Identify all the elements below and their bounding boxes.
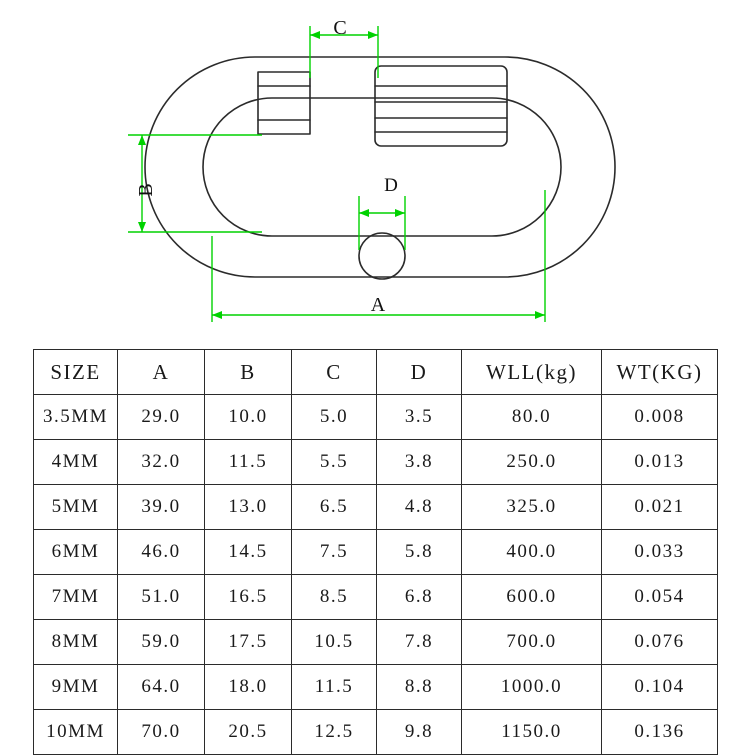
table-cell: 11.5 [292, 665, 377, 710]
dimension-label-b: B [135, 183, 157, 197]
table-cell: 10.0 [205, 395, 292, 440]
table-cell: 12.5 [292, 710, 377, 755]
table-cell: 10MM [34, 710, 118, 755]
table-header-cell: WT(KG) [602, 350, 718, 395]
table-cell: 29.0 [118, 395, 205, 440]
c-arrow-left [310, 31, 320, 39]
table-cell: 16.5 [205, 575, 292, 620]
table-cell: 6.8 [377, 575, 462, 620]
table-cell: 59.0 [118, 620, 205, 665]
table-header-cell: WLL(kg) [462, 350, 602, 395]
table-cell: 70.0 [118, 710, 205, 755]
table-cell: 3.5 [377, 395, 462, 440]
table-cell: 1000.0 [462, 665, 602, 710]
table-cell: 6.5 [292, 485, 377, 530]
d-arrow-right [395, 209, 405, 217]
table-cell: 7.5 [292, 530, 377, 575]
table-cell: 20.5 [205, 710, 292, 755]
table-cell: 600.0 [462, 575, 602, 620]
b-arrow-bottom [138, 222, 146, 232]
table-cell: 0.013 [602, 440, 718, 485]
table-row [34, 530, 718, 575]
table-cell: 14.5 [205, 530, 292, 575]
dimension-label-a: A [370, 294, 386, 316]
a-arrow-left [212, 311, 222, 319]
table-cell: 64.0 [118, 665, 205, 710]
table-cell: 0.054 [602, 575, 718, 620]
table-header-cell: D [377, 350, 462, 395]
table-cell: 8MM [34, 620, 118, 665]
table-cell: 32.0 [118, 440, 205, 485]
table-cell: 0.033 [602, 530, 718, 575]
spec-table-container [33, 349, 717, 755]
table-cell: 6MM [34, 530, 118, 575]
table-row [34, 440, 718, 485]
table-row [34, 710, 718, 755]
b-arrow-top [138, 135, 146, 145]
table-cell: 0.021 [602, 485, 718, 530]
table-cell: 4.8 [377, 485, 462, 530]
table-cell: 39.0 [118, 485, 205, 530]
table-row [34, 485, 718, 530]
table-cell: 13.0 [205, 485, 292, 530]
table-cell: 80.0 [462, 395, 602, 440]
table-cell: 325.0 [462, 485, 602, 530]
threaded-sleeve [375, 66, 507, 146]
table-cell: 3.5MM [34, 395, 118, 440]
table-row [34, 665, 718, 710]
c-arrow-right [368, 31, 378, 39]
table-cell: 11.5 [205, 440, 292, 485]
collar-block [258, 72, 310, 134]
d-arrow-left [359, 209, 369, 217]
table-cell: 5.5 [292, 440, 377, 485]
table-cell: 7.8 [377, 620, 462, 665]
table-row [34, 575, 718, 620]
table-cell: 0.136 [602, 710, 718, 755]
dimension-label-d: D [384, 175, 398, 196]
table-cell: 5.0 [292, 395, 377, 440]
table-cell: 51.0 [118, 575, 205, 620]
table-cell: 9.8 [377, 710, 462, 755]
table-row [34, 395, 718, 440]
bar-cross-section-circle [359, 233, 405, 279]
table-cell: 3.8 [377, 440, 462, 485]
table-cell: 18.0 [205, 665, 292, 710]
a-arrow-right [535, 311, 545, 319]
table-cell: 700.0 [462, 620, 602, 665]
table-header-cell: SIZE [34, 350, 118, 395]
table-cell: 0.104 [602, 665, 718, 710]
table-header-cell: C [292, 350, 377, 395]
table-cell: 7MM [34, 575, 118, 620]
table-cell: 8.8 [377, 665, 462, 710]
table-cell: 0.076 [602, 620, 718, 665]
product-drawing [0, 0, 750, 340]
dimension-label-c: C [333, 17, 347, 39]
table-cell: 46.0 [118, 530, 205, 575]
table-header-cell: B [205, 350, 292, 395]
table-header-row [34, 350, 718, 395]
table-cell: 1150.0 [462, 710, 602, 755]
table-cell: 10.5 [292, 620, 377, 665]
table-cell: 0.008 [602, 395, 718, 440]
table-cell: 8.5 [292, 575, 377, 620]
table-cell: 250.0 [462, 440, 602, 485]
table-cell: 17.5 [205, 620, 292, 665]
table-row [34, 620, 718, 665]
table-header-cell: A [118, 350, 205, 395]
spec-table [33, 349, 718, 755]
table-cell: 400.0 [462, 530, 602, 575]
table-cell: 5.8 [377, 530, 462, 575]
table-cell: 5MM [34, 485, 118, 530]
table-cell: 9MM [34, 665, 118, 710]
table-cell: 4MM [34, 440, 118, 485]
